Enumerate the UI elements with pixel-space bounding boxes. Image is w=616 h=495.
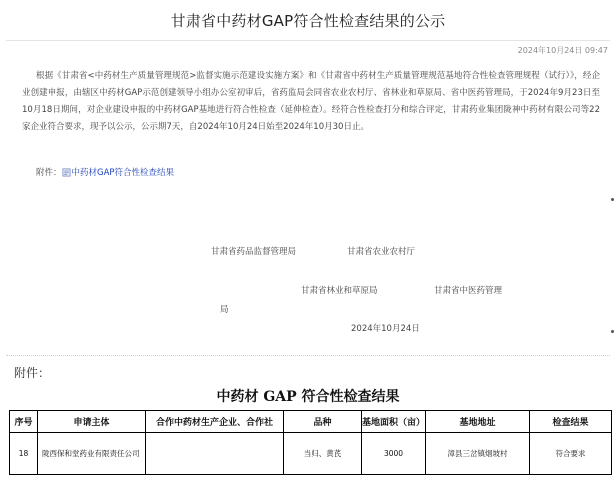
signature-org-1: 甘肃省药品监督管理局 — [211, 247, 297, 257]
notice-body: 根据《甘肃省<中药材生产质量管理规范>监督实施示范建设实施方案》和《甘肃省中药材生产质量管理规范基地符合性检查管理规程（试行）》，经企业创建申报，由辖区中药材GAP示范创建领导小组办公室初审后，省药监局会同省农业农村厅、省林业和草原局、省中医药管理局，于2024年9月23日至10月18日期间，对企业建设申报的中药材GAP基地进行符合性检查（延伸检查）。经符合性检查打分和综合评定，甘肃药业集团陇神中药材有限公司等22家企业符合要求，现予以公示，公示期7天，自2024年10月24日始至2024年10月30日止。 — [22, 71, 600, 132]
cell-area: 3000 — [362, 433, 426, 475]
cell-partner — [146, 433, 284, 475]
signature-org-3: 甘肃省林业和草原局 — [301, 286, 378, 296]
attachment-line — [36, 166, 174, 178]
publish-date: 2024年10月24日 09:47 — [517, 46, 608, 55]
header-applicant: 申请主体 — [38, 411, 146, 433]
cell-variety: 当归、黄芪 — [284, 433, 362, 475]
cell-applicant: 陇西保和堂药业有限责任公司 — [38, 433, 146, 475]
table-header-row — [10, 411, 612, 433]
cell-address: 漳县三岔镇烟坡村 — [426, 433, 530, 475]
table-row — [10, 433, 612, 475]
scroll-marker — [611, 330, 614, 333]
header-variety: 品种 — [284, 411, 362, 433]
header-result: 检查结果 — [530, 411, 612, 433]
section-divider — [6, 355, 610, 356]
cell-no: 18 — [10, 433, 38, 475]
header-area: 基地面积（亩） — [362, 411, 426, 433]
document-icon — [62, 168, 71, 177]
header-no: 序号 — [10, 411, 38, 433]
cell-result: 符合要求 — [530, 433, 612, 475]
header-address: 基地地址 — [426, 411, 530, 433]
results-table — [9, 410, 612, 475]
attachment-link[interactable]: 中药材GAP符合性检查结果 — [71, 168, 175, 178]
page-title: 甘肃省中药材GAP符合性检查结果的公示 — [170, 12, 446, 30]
results-table-title: 中药材 GAP 符合性检查结果 — [216, 389, 400, 405]
scroll-marker — [611, 198, 614, 201]
signature-date: 2024年10月24日 — [351, 324, 420, 334]
signature-org-2: 甘肃省农业农村厅 — [347, 247, 416, 257]
attachment-label: 附件： — [36, 168, 62, 178]
header-partner: 合作中药材生产企业、合作社 — [146, 411, 284, 433]
attachment-heading: 附件： — [14, 366, 51, 380]
signature-org-4-tail: 局 — [220, 305, 229, 315]
signature-org-4: 甘肃省中医药管理 — [434, 286, 503, 296]
title-divider — [6, 40, 610, 41]
